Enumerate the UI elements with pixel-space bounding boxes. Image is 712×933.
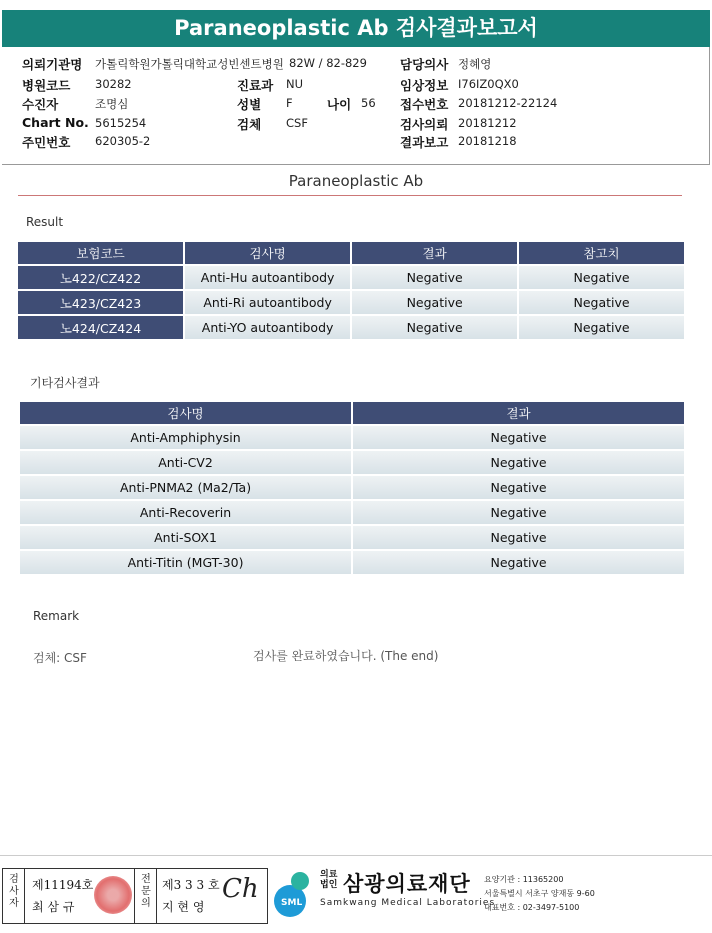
table-row (20, 551, 684, 574)
org-code: 요양기관 : 11365200 (484, 875, 564, 884)
org-english-name: Samkwang Medical Laboratories (320, 898, 496, 908)
test-result: Negative (353, 526, 684, 549)
field-label-department: 진료과 (237, 78, 274, 93)
inspector-name: 최 삼 규 (32, 900, 75, 914)
field-label-receipt-number: 접수번호 (400, 97, 449, 112)
other-table-header (20, 402, 684, 424)
field-value-age: 56 (361, 96, 376, 110)
field-value-sex: F (286, 96, 293, 110)
field-value-request-date: 20181212 (458, 116, 517, 130)
test-name: Anti-Ri autoantibody (185, 291, 350, 314)
field-label-report-date: 결과보고 (400, 135, 449, 150)
signbox-divider (24, 868, 25, 924)
specialist-license: 제3 3 3 호 (162, 878, 220, 892)
test-result: Negative (353, 476, 684, 499)
table-row (18, 316, 684, 339)
report-subtitle: Paraneoplastic Ab (288, 172, 424, 190)
org-prefix-top: 의료 (320, 870, 338, 880)
field-value-ward: 82W / 82-829 (289, 56, 367, 70)
test-name: Anti-SOX1 (20, 526, 351, 549)
column-header: 검사명 (20, 402, 351, 424)
end-note: 검사를 완료하였습니다. (The end) (253, 649, 439, 663)
field-label-chart-no: Chart No. (22, 115, 89, 130)
field-value-specimen: CSF (286, 116, 308, 130)
field-value-chart-no: 5615254 (95, 116, 147, 130)
test-name: Anti-YO autoantibody (185, 316, 350, 339)
org-address: 서울특별시 서초구 양재동 9-60 (484, 889, 595, 898)
field-value-report-date: 20181218 (458, 134, 517, 148)
field-value-department: NU (286, 77, 304, 91)
reference-value: Negative (519, 266, 684, 289)
reference-value: Negative (519, 316, 684, 339)
insurance-code: 노423/CZ423 (18, 291, 183, 314)
reference-value: Negative (519, 291, 684, 314)
org-phone: 대표번호 : 02-3497-5100 (484, 903, 580, 912)
specimen-note: 검체: CSF (33, 651, 87, 665)
test-result: Negative (353, 426, 684, 449)
test-result: Negative (352, 316, 517, 339)
logo-text: SML (281, 898, 303, 908)
other-results-section-label: 기타검사결과 (30, 376, 100, 390)
signbox-divider (134, 868, 135, 924)
column-header: 보험코드 (18, 242, 183, 264)
org-name: 삼광의료재단 (343, 872, 471, 896)
test-result: Negative (352, 291, 517, 314)
test-name: Anti-Amphiphysin (20, 426, 351, 449)
table-row (20, 451, 684, 474)
field-label-specimen: 검체 (237, 117, 262, 132)
subtitle-divider (18, 195, 682, 196)
table-row (18, 291, 684, 314)
footer-divider (0, 855, 712, 856)
test-result: Negative (353, 501, 684, 524)
field-value-hospital-code: 30282 (95, 77, 132, 91)
org-prefix-bottom: 법인 (320, 880, 338, 890)
column-header: 참고치 (519, 242, 684, 264)
field-value-patient: 조명심 (95, 97, 129, 111)
field-value-requesting-institution: 가톨릭학원가톨릭대학교성빈센트병원 (95, 57, 284, 71)
inspector-title: 검사자 (9, 874, 19, 909)
table-row (18, 266, 684, 289)
field-label-age: 나이 (327, 97, 352, 112)
test-result: Negative (353, 451, 684, 474)
org-prefix (320, 870, 337, 890)
insurance-code: 노424/CZ424 (18, 316, 183, 339)
column-header: 검사명 (185, 242, 350, 264)
field-label-requesting-institution: 의뢰기관명 (22, 57, 83, 72)
test-name: Anti-Recoverin (20, 501, 351, 524)
table-row (20, 526, 684, 549)
remark-label: Remark (33, 609, 80, 623)
specialist-title: 전문의 (141, 874, 151, 909)
field-label-clinical-info: 임상정보 (400, 78, 449, 93)
result-section-label: Result (26, 215, 64, 229)
inspector-license: 제11194호 (32, 878, 94, 892)
specialist-name: 지 현 영 (162, 900, 205, 914)
test-result: Negative (352, 266, 517, 289)
sml-logo-icon (270, 869, 316, 919)
result-table (16, 240, 686, 341)
field-label-request-date: 검사의뢰 (400, 117, 449, 132)
signbox-divider (156, 868, 157, 924)
column-header: 결과 (352, 242, 517, 264)
field-label-sex: 성별 (237, 97, 262, 112)
test-name: Anti-Hu autoantibody (185, 266, 350, 289)
field-label-hospital-code: 병원코드 (22, 78, 71, 93)
table-row (20, 476, 684, 499)
insurance-code: 노422/CZ422 (18, 266, 183, 289)
field-value-physician: 정혜영 (458, 57, 492, 71)
test-result: Negative (353, 551, 684, 574)
report-title: Paraneoplastic Ab 검사결과보고서 (2, 10, 710, 47)
table-row (20, 426, 684, 449)
field-value-resident-number: 620305-2 (95, 134, 151, 148)
result-table-header (18, 242, 684, 264)
field-label-physician: 담당의사 (400, 57, 449, 72)
field-label-patient: 수진자 (22, 97, 59, 112)
field-value-clinical-info: I76IZ0QX0 (458, 77, 519, 91)
signature-icon: Ch (222, 874, 259, 904)
other-results-table (18, 400, 686, 576)
field-value-receipt-number: 20181212-22124 (458, 96, 558, 110)
field-label-resident-number: 주민번호 (22, 135, 71, 150)
test-name: Anti-CV2 (20, 451, 351, 474)
test-name: Anti-PNMA2 (Ma2/Ta) (20, 476, 351, 499)
seal-icon (94, 876, 132, 914)
test-name: Anti-Titin (MGT-30) (20, 551, 351, 574)
table-row (20, 501, 684, 524)
column-header: 결과 (353, 402, 684, 424)
